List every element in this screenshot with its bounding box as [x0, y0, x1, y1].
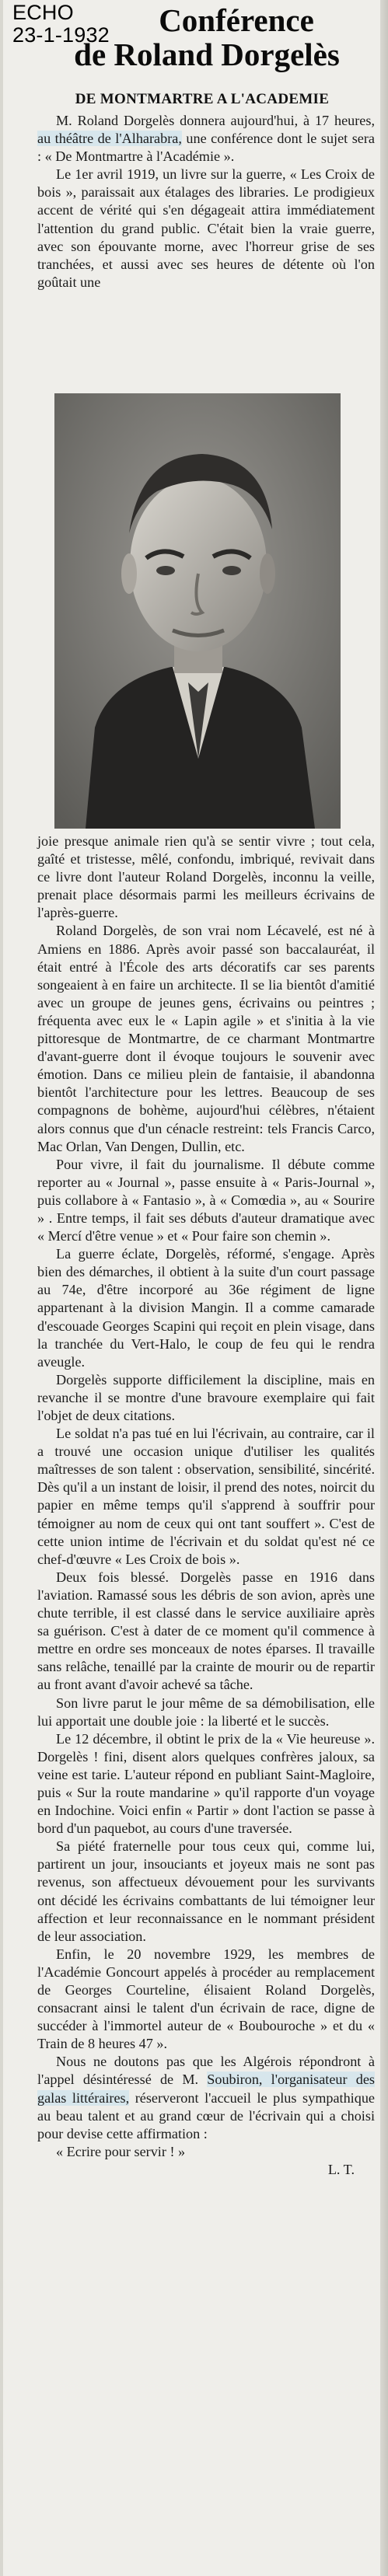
headline-line-1: Conférence	[159, 2, 314, 38]
body-paragraph-9: Le 12 décembre, il obtint le prix de la « Vie heureuse ». Dorgelès ! fini, disent alors quelques confrères jaloux, sa veine est tarie. L'auteur répond en publiant Saint-Magloire, puis « Sur la route mandarine » qu'il rapporte d'un voyage en Indochine. Voici enfin « Partir » dont l'action se passe à bord d'un paquebot, au cours d'une traversée.	[37, 1730, 375, 1837]
motto-line: « Ecrire pour servir ! »	[56, 2143, 186, 2159]
intro-text-block	[37, 112, 375, 291]
body-paragraph-5: Dorgelès supporte difficilement la discipline, mais en revanche il se montre d'une bravoure exemplaire qui fait l'objet de deux citations.	[37, 1371, 375, 1423]
closing-text-a: Nous ne doutons pas que les Algérois répondront à l'appel désintéressé de M.	[37, 2054, 375, 2088]
clipping-date: 23-1-1932	[12, 23, 110, 47]
body-paragraph-10: Sa piété fraternelle pour tous ceux qui, comme lui, partirent un jour, insouciants et joyeux mais ne sont pas revenus, son affectueux dévouement pour les survivants ont décidé les écrivains combattants de lui témoigner leur affection et leur reconnaissance en le nommant président de leur association.	[37, 1838, 375, 1944]
intro-text-1a: M. Roland Dorgelès donnera aujourd'hui, à 17 heures,	[56, 113, 375, 128]
clipping-source: ECHO	[12, 1, 74, 24]
fold-shadow	[0, 0, 3, 2576]
intro-text-1b: une conférence dont le sujet sera : « De Montmartre à l'Académie ».	[37, 131, 375, 165]
clipping-stamp	[12, 2, 110, 47]
body-paragraph-11: Enfin, le 20 novembre 1929, les membres de l'Académie Goncourt appelés à procéder au remplacement de Georges Courteline, élisaient Roland Dorgelès, consacrant ainsi le talent d'un écrivain de race, digne de succéder à l'immortel auteur de « Boubouroche » et du « Train de 8 heures 47 ».	[37, 1946, 375, 2052]
body-paragraph-1: joie presque animale rien qu'à se sentir vivre ; tout cela, gaîté et tristesse, mêlé, confondu, imbriqué, revivait dans ce livre dont l'auteur Roland Dorgelès, inconnu la veille, prenait place désormais parmi les meilleurs écrivains de l'après-guerre.	[37, 833, 375, 921]
body-paragraph-4: La guerre éclate, Dorgelès, réformé, s'engage. Après bien des démarches, il obtient à la suite d'un court passage au 74e, d'être incorporé au 36e régiment de ligne appartenant à la division Mangin. Il a comme camarade d'escouade Georges Scapini qui reçoit en plein visage, dans la tranchée du Vert-Halo, le coup de feu qui le rendra aveugle.	[37, 1246, 375, 1370]
closing-text-b: réserveront l'accueil le plus sympathique au beau talent et au grand cœur de l'écrivain qui a choisi pour devise cette affirmation :	[37, 2089, 375, 2141]
article-body	[37, 832, 375, 2179]
intro-paragraph-2: Le 1er avril 1919, un livre sur la guerre, « Les Croix de bois », paraissait aux étalages des libraries. Le prodigieux accent de vérité qui s'en dégageait attira immédiatement l'attention du grand public. C'était bien la vraie guerre, avec son épouvante morne, avec l'horreur grise de ses tranchées, et aussi avec ses heures de détente où l'on goûtait une	[37, 166, 375, 290]
author-signature: L. T.	[327, 2161, 355, 2177]
newspaper-clipping	[11, 0, 376, 2576]
body-paragraph-3: Pour vivre, il fait du journalisme. Il débute comme reporter au « Journal », passe ensuite à « Paris-Journal », puis collabore à « Fantasio », à « Comœdia », au « Sourire » . Entre temps, il fait ses débuts d'auteur dramatique avec « Mercí d'être venue » et « Pour faire son chemin ».	[37, 1156, 375, 1244]
intro-highlight: au théâtre de l'Alharabra,	[37, 131, 182, 147]
portrait-photo	[54, 393, 341, 829]
intro-paragraph-1	[37, 112, 375, 166]
portrait-illustration	[54, 393, 341, 829]
body-paragraph-8: Son livre parut le jour même de sa démobilisation, elle lui apportait une double joie : la liberté et le succès.	[37, 1695, 375, 1729]
closing-paragraph	[37, 2053, 375, 2142]
body-paragraph-7: Deux fois blessé. Dorgelès passe en 1916 dans l'aviation. Ramassé sous les débris de son avion, après une chute terrible, il est classé dans le service auxiliaire après sa guérison. C'est à dater de ce moment qu'il commence à mettre en ordre ses monceaux de notes éparses. Il travaille sans relâche, tenaillé par la crainte de mourir ou de repartir au front avant d'avoir achevé sa tâche.	[37, 1569, 375, 1693]
headline-line-2: de Roland Dorgelès	[74, 37, 340, 72]
body-paragraph-6: Le soldat n'a pas tué en lui l'écrivain, au contraire, car il a trouvé une occasion unique d'utiliser les qualités maîtresses de son talent : observation, sensibilité, sincérité. Dès qu'il a un instant de loisir, il prend des notes, noircit du papier en même temps qu'il s'apprend à souffrir pour témoigner au nom de ceux qui ont tant souffert ». C'est de cette union intime de l'écrivain et du soldat qu'est né ce chef-d'œuvre « Les Croix de bois ».	[37, 1426, 375, 1567]
body-paragraph-2: Roland Dorgelès, de son vrai nom Lécavelé, est né à Amiens en 1886. Après avoir passé son baccalauréat, il était entré à l'École des arts décoratifs car ses parents songeaient à en faire un architecte. Il se lia bientôt d'amitié avec un groupe de jeunes gens, écrivains ou peintres ; fréquenta avec eux le « Lapin agile » et s'initia à la vie pittoresque de Montmartre, de ce charmant Montmartre d'avant-guerre dont il évoque toujours le souvenir avec émotion. Dans ce milieu plein de fantaisie, il abandonna bientôt l'architecture pour les lettres. Beaucoup de ses compagnons de bohème, aujourd'hui célèbres, n'étaient alors connus que d'un cénacle restreint: tels Francis Carco, Mac Orlan, Van Dengen, Dullin, etc.	[37, 923, 375, 1154]
closing-highlight: Soubiron, l'organisateur des galas littéraires,	[37, 2072, 375, 2106]
page-edge	[380, 0, 388, 2576]
section-heading: DE MONTMARTRE A L'ACADEMIE	[75, 91, 330, 107]
